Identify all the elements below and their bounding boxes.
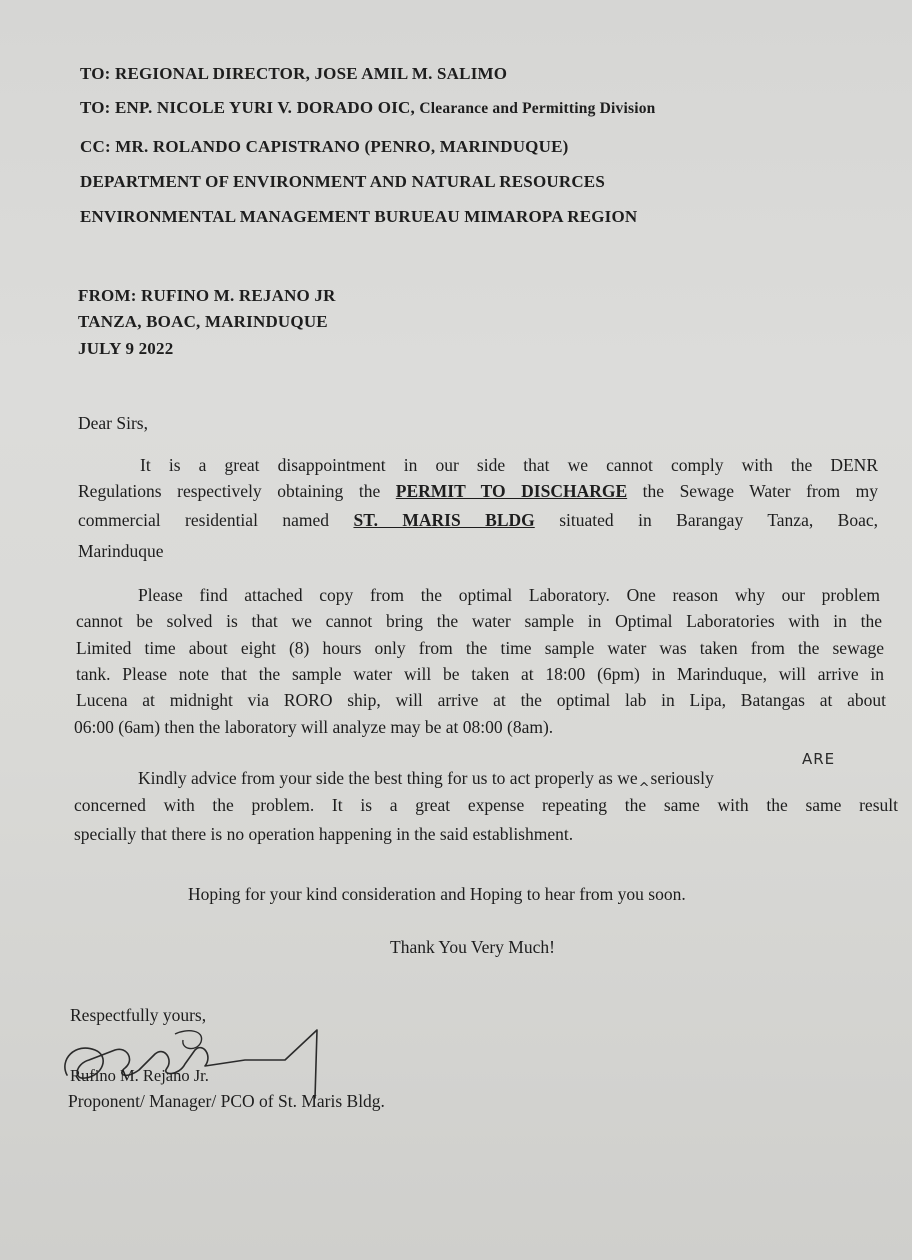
bureau-line: ENVIRONMENTAL MANAGEMENT BURUEAU MIMAROPA REGION — [80, 207, 638, 226]
closing-thank-you: Thank You Very Much! — [390, 937, 555, 957]
para1-line4: Marinduque — [78, 541, 164, 561]
from-address: TANZA, BOAC, MARINDUQUE — [78, 312, 328, 331]
to-regional-director: TO: REGIONAL DIRECTOR, JOSE AMIL M. SALIMO — [80, 64, 508, 83]
para2-line4: tank. Please note that the sample water will be taken at 18:00 (6pm) in Marinduque, will arrive in — [76, 664, 884, 684]
para2-line1: Please find attached copy from the optimal Laboratory. One reason why our problem — [138, 585, 880, 605]
handwritten-insert-are: ARE — [802, 750, 836, 768]
to-oic-name: TO: ENP. NICOLE YURI V. DORADO OIC, — [80, 98, 415, 117]
para2-line2: cannot be solved is that we cannot bring the water sample in Optimal Laboratories with in the — [76, 611, 882, 631]
para1-line2-text-a: Regulations respectively obtaining the — [78, 481, 381, 501]
to-oic — [80, 98, 655, 118]
para2-line6: 06:00 (6am) then the laboratory will analyze may be at 08:00 (8am). — [74, 717, 554, 737]
department-line: DEPARTMENT OF ENVIRONMENT AND NATURAL RESOURCES — [80, 172, 606, 191]
para1-line3 — [78, 510, 878, 531]
cc-line: CC: MR. ROLANDO CAPISTRANO (PENRO, MARINDUQUE) — [80, 137, 569, 156]
building-name: ST. MARIS BLDG — [353, 510, 535, 530]
para3-line1 — [138, 768, 898, 796]
signer-title: Proponent/ Manager/ PCO of St. Maris Bldg. — [68, 1091, 385, 1111]
para1-line3-text-c: situated in Barangay Tanza, Boac, — [559, 510, 878, 530]
signer-name: Rufino M. Rejano Jr. — [70, 1066, 209, 1085]
caret-mark: ^ — [638, 781, 650, 796]
para1-line2-text-c: the Sewage Water from my — [642, 481, 878, 501]
para2-line5: Lucena at midnight via RORO ship, will arrive at the optimal lab in Lipa, Batangas at about — [76, 690, 886, 710]
para3-line1-text-a: Kindly advice from your side the best thing for us to act properly as we — [138, 768, 638, 788]
para1-line1: It is a great disappointment in our side that we cannot comply with the DENR — [140, 455, 878, 475]
para2-line3: Limited time about eight (8) hours only from the time sample water was taken from the sewage — [76, 638, 884, 658]
from-name: FROM: RUFINO M. REJANO JR — [78, 286, 336, 305]
closing-hoping: Hoping for your kind consideration and Hoping to hear from you soon. — [188, 884, 686, 904]
sign-off: Respectfully yours, — [70, 1005, 207, 1025]
permit-to-discharge: PERMIT TO DISCHARGE — [395, 481, 628, 501]
para3-line3: specially that there is no operation happening in the said establishment. — [74, 824, 574, 844]
para3-line1-text-b: seriously — [650, 768, 714, 788]
to-oic-division: Clearance and Permitting Division — [419, 100, 656, 117]
para1-line2 — [78, 481, 878, 502]
para1-line3-text-a: commercial residential named — [78, 510, 330, 530]
handwritten-signature — [55, 1020, 335, 1100]
para3-line2: concerned with the problem. It is a great expense repeating the same with the same result — [74, 795, 898, 815]
salutation: Dear Sirs, — [78, 413, 148, 433]
letter-date: JULY 9 2022 — [78, 339, 174, 358]
